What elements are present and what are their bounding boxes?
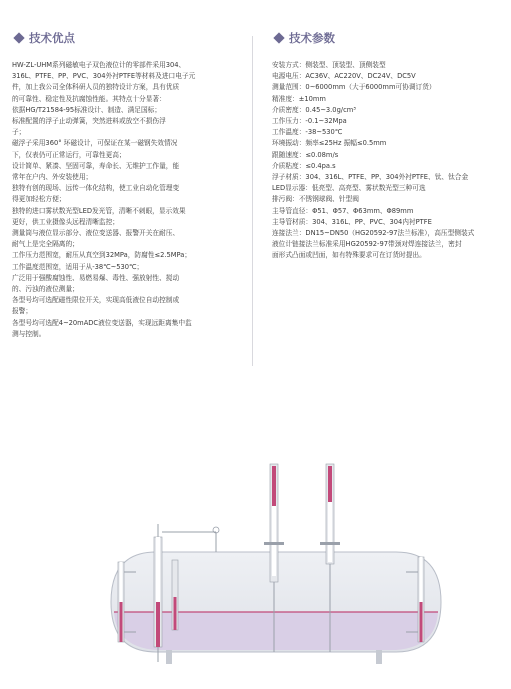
advantages-title-row bbox=[12, 30, 244, 46]
advantages-text-line: 的可靠性、稳定性及抗腐蚀性能。其特点十分显著： bbox=[12, 94, 166, 103]
tank-liquid bbox=[114, 612, 438, 650]
support-foot-left bbox=[166, 650, 172, 664]
parameters-text-line: 电源电压：AC36V、AC220V、DC24V、DC5V bbox=[272, 72, 416, 81]
advantages-text-line: 报警； bbox=[12, 307, 33, 316]
advantages-text-line: 件，加上我公司全体科研人员的独特设计方案，具有优质 bbox=[12, 83, 180, 92]
parameters-section bbox=[272, 30, 500, 262]
advantages-text-line: 的、污浊的液位测量； bbox=[12, 285, 79, 294]
advantages-text-line: 广泛用于强酸腐蚀性、易燃易爆、毒性、强放射性、搅动 bbox=[12, 273, 180, 282]
advantages-text-line: HW-ZL-UHM系列磁敏电子双色液位计的零部件采用304、 bbox=[12, 61, 186, 69]
advantages-text-line: 下，仅表仍可正常运行，可靠性更高； bbox=[12, 150, 126, 159]
parameters-text-line: 连接法兰：DN15~DN50（HG20592-97法兰标准），高压型侧装式 bbox=[272, 229, 475, 238]
advantages-text-line: 独特有创的现场、远传一体化结构，使工业自动化管理变 bbox=[12, 184, 180, 193]
parameters-text-line: 浮子材质：304、316L、PTFE、PP、304外衬PTFE、钛、钛合金 bbox=[272, 173, 469, 182]
support-foot-right bbox=[376, 650, 382, 664]
parameters-text-line: 主导管材质：304、316L、PP、PVC、304内衬PTFE bbox=[272, 217, 432, 226]
advantages-text-line: 子； bbox=[12, 128, 26, 137]
advantages-text-line: 设计简单、紧凑、坚固可靠，寿命长、无维护工作量，能 bbox=[12, 161, 180, 170]
parameters-text-line: 精准度：±10mm bbox=[272, 94, 326, 103]
advantages-text-line: 测与控制。 bbox=[12, 329, 46, 338]
column-divider bbox=[252, 36, 253, 366]
advantages-text-line: 常年在户内、外安装使用； bbox=[12, 173, 93, 182]
parameters-text-line: 主导管直径：Φ51、Φ57、Φ63mm、Φ89mm bbox=[272, 206, 414, 215]
advantages-text-line: 独特的进口雾状数光型LED发光管，清晰不刺眼，显示效果 bbox=[12, 206, 186, 215]
parameters-text-line: 工作温度：-38~530℃ bbox=[272, 128, 343, 137]
advantages-text-line: 316L、PTFE、PP、PVC、304外衬PTFE等材料及进口电子元 bbox=[12, 72, 196, 81]
advantages-text-line: 耐气上是完全隔离的； bbox=[12, 240, 79, 249]
parameters-text-line: 排污阀：不锈钢球阀、针型阀 bbox=[272, 195, 359, 204]
advantages-text-line: 依据HG/T21584-95标准设计、制造、满足国标； bbox=[12, 105, 162, 114]
parameters-text-line: LED显示器：低亮型、高亮型、雾状数光型三种可选 bbox=[272, 184, 426, 193]
advantages-text bbox=[12, 60, 244, 340]
parameters-text-line: 面形式凸面或凹面，如有特殊要求可在订货时提出。 bbox=[272, 251, 426, 260]
parameters-text-line: 安装方式：侧装型、顶装型、顶侧装型 bbox=[272, 61, 386, 69]
parameters-text-line: 测量范围：0~6000mm（大于6000mm可协调订货） bbox=[272, 83, 436, 92]
parameters-title: 技术参数 bbox=[289, 31, 335, 45]
level-gauge-tank-diagram bbox=[96, 462, 456, 672]
parameters-text-line: 工作压力：-0.1~32Mpa bbox=[272, 117, 347, 126]
parameters-text-line: 液位计链接法兰标准采用HG20592-97带颈对焊连接法兰，密封 bbox=[272, 240, 462, 249]
advantages-text-line: 测量筒与液位显示部分、液位变送器、报警开关在耐压、 bbox=[12, 229, 180, 238]
parameters-text-line: 跟随速度：≤0.08m/s bbox=[272, 150, 339, 159]
parameters-text-line: 介质粘度：≤0.4pa.s bbox=[272, 161, 336, 170]
advantages-text-line: 得更加轻松方便； bbox=[12, 195, 66, 204]
advantages-text-line: 各型号均可选配4~20mADC液位变送器，实现远距离集中监 bbox=[12, 318, 192, 327]
parameters-title-row bbox=[272, 30, 500, 46]
advantages-text-line: 工作压力范围宽，耐压从真空到32MPa，防腐性≤2.5MPa； bbox=[12, 251, 192, 260]
advantages-text-line: 各型号均可选配磁性限位开关，实现高低液位自动控制或 bbox=[12, 296, 180, 305]
parameters-text bbox=[272, 60, 500, 262]
advantages-text-line: 更好，供工业摄像头远程清晰监控； bbox=[12, 217, 119, 226]
advantages-title: 技术优点 bbox=[29, 31, 75, 45]
diamond-bullet-icon bbox=[13, 32, 24, 43]
advantages-text-line: 标准配置的浮子止动弹簧，突然进料或放空不损伤浮 bbox=[12, 117, 166, 126]
parameters-text-line: 介质密度：0.45~3.0g/cm³ bbox=[272, 105, 356, 114]
advantages-text-line: 磁浮子采用360° 环磁设计，可保证在某一磁钢失效情况 bbox=[12, 139, 178, 148]
advantages-text-line: 工作温度范围宽，适用于从-38℃~530℃； bbox=[12, 262, 144, 271]
advantages-section bbox=[12, 30, 244, 340]
diamond-bullet-icon bbox=[273, 32, 284, 43]
parameters-text-line: 环境振动：频率≤25Hz 振幅≤0.5mm bbox=[272, 139, 387, 148]
